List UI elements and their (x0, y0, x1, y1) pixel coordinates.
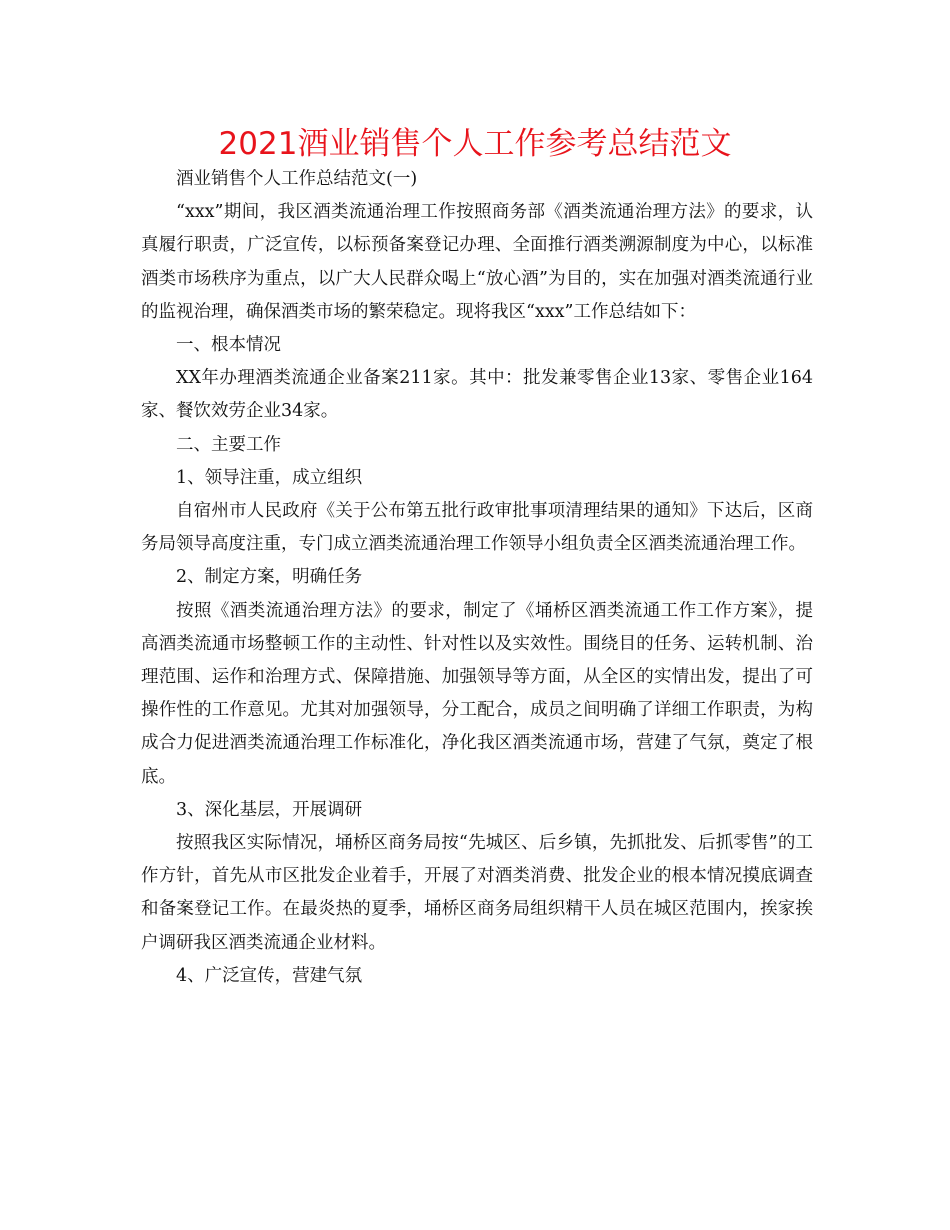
body-paragraph: 自宿州市人民政府《关于公布第五批行政审批事项清理结果的通知》下达后，区商务局领导高度注重，专门成立酒类流通治理工作领导小组负责全区酒类流通治理工作。 (141, 501, 813, 555)
subsection-heading: 2、制定方案，明确任务 (176, 567, 363, 588)
section-heading: 二、主要工作 (176, 434, 281, 455)
section-heading: 一、根本情况 (176, 335, 281, 356)
body-paragraph: 按照《酒类流通治理方法》的要求，制定了《埇桥区酒类流通工作工作方案》，提高酒类流通市场整顿工作的主动性、针对性以及实效性。围绕目的任务、运转机制、治理范围、运作和治理方式、保障措施、加强领导等方面，从全区的实情出发，提出了可操作性的工作意见。尤其对加强领导，分工配合，成员之间明确了详细工作职责，为构成合力促进酒类流通治理工作标准化，净化我区酒类流通市场，营建了气氛，奠定了根底。 (141, 600, 813, 787)
subsection-heading: 3、深化基层，开展调研 (176, 799, 363, 820)
subsection-heading: 4、广泛宣传，营建气氛 (176, 965, 363, 986)
subsection-heading: 1、领导注重，成立组织 (176, 467, 363, 488)
subtitle-line: 酒业销售个人工作总结范文(一) (176, 169, 418, 189)
body-paragraph: 按照我区实际情况，埇桥区商务局按“先城区、后乡镇，先抓批发、后抓零售”的工作方针，首先从市区批发企业着手，开展了对酒类消费、批发企业的根本情况摸底调查和备案登记工作。在最炎热的夏季，埇桥区商务局组织精干人员在城区范围内，挨家挨户调研我区酒类流通企业材料。 (141, 833, 813, 953)
document-title: 2021酒业销售个人工作参考总结范文 (218, 126, 732, 162)
body-paragraph: XX年办理酒类流通企业备案211家。其中：批发兼零售企业13家、零售企业164家、餐饮效劳企业34家。 (141, 368, 813, 422)
body-paragraph: “xxx”期间，我区酒类流通治理工作按照商务部《酒类流通治理方法》的要求，认真履行职责，广泛宣传，以标预备案登记办理、全面推行酒类溯源制度为中心，以标准酒类市场秩序为重点，以广大人民群众喝上“放心酒”为目的，实在加强对酒类流通行业的监视治理，确保酒类市场的繁荣稳定。现将我区“xxx”工作总结如下： (141, 202, 813, 322)
document-body (141, 163, 813, 993)
